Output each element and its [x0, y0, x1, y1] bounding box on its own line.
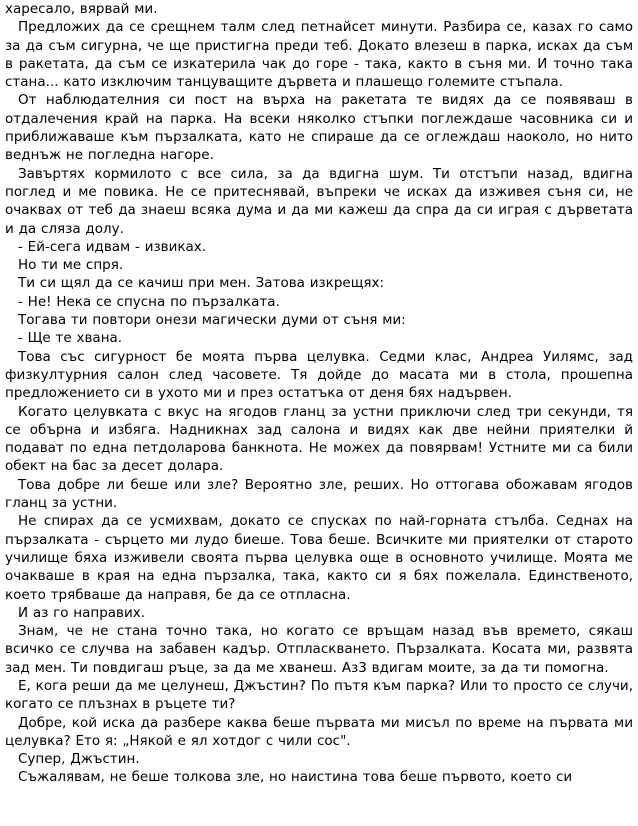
dialogue-line: - Не! Нека се спусна по пързалката.: [18, 293, 280, 310]
dialogue-line: - Ей-сега идвам - извиках.: [18, 238, 207, 255]
paragraph: Съжалявам, не беше толкова зле, но наистина това беше първото, което си: [18, 769, 573, 786]
paragraph: Е, кога реши да ме целунеш, Джъстин? По пътя към парка? Или то просто се случи, когато се плъзнах в ръцете ти?: [5, 677, 633, 713]
paragraph: Супер, Джъстин.: [18, 751, 140, 768]
paragraph: Не спирах да се усмихвам, докато се спусках по най-горната стълба. Седнах на пързалката - сърцето ми лудо биеше. Това беше. Всичките ми приятелки от старото училище бяха изживели своята първа целувка още в основното училище. Моята ме очакваше в края на една пързалка, така, както си я бях пожелала. Единственото, което трябваше да направя, бе да се отпласна.: [5, 513, 633, 603]
paragraph: Това добре ли беше или зле? Вероятно зле, реших. Но оттогава обожавам ягодов гланц за устни.: [5, 476, 633, 512]
paragraph: Знам, че не стана точно така, но когато се връщам назад във времето, сякаш всичко се случва на забавен кадър. Отпласкването. Пързалката. Косата ми, развята зад мен. Ти повдигаш ръце, за да ме хванеш. Аз3 вдигам моите, за да ти помогна.: [5, 623, 633, 676]
paragraph: Това със сигурност бе моята първа целувка. Седми клас, Андреа Уилямс, зад физкултурния салон след часовете. Тя дойде до масата ми в стола, прошепна предложението си в ухото ми и през остатъка от деня бях надървен.: [5, 348, 633, 402]
paragraph: От наблюдателния си пост на върха на ракетата те видях да се появяваш в отдалечения край на парка. На всеки няколко стъпки поглеждаше часовника си и приближаваше към пързалката, като не спираше да се оглеждаш наоколо, но нито веднъж не погледна нагоре.: [5, 92, 633, 164]
paragraph: Но ти ме спря.: [18, 257, 124, 274]
paragraph: харесало, вярвай ми.: [5, 1, 158, 17]
document-page: [5, 0, 633, 787]
dialogue-line: - Ще те хвана.: [18, 330, 123, 347]
paragraph: Предложих да се срещнем талм след петнайсет минути. Разбира се, казах го само за да съм сигурна, че ще пристигна преди теб. Докато влезеш в парка, исках да съм в ракетата, да съм се изкатерила чак до горе - така, както в съня ми. И точно така стана... като изключим танцуващите дървета и плашещо големите стъпала.: [5, 19, 633, 91]
paragraph: Добре, кой иска да разбере каква беше първата ми мисъл по време на първата ми целувка? Ето я: „Някой е ял хотдог с чили сос".: [5, 714, 633, 749]
paragraph: И аз го направих.: [18, 604, 146, 621]
paragraph: Завъртях кормилото с все сила, за да вдигна шум. Ти отстъпи назад, вдигна поглед и ме повика. Не се притеснявай, въпреки че исках да изживея съня си, не очаквах от теб да знаеш всяка дума и да ми кажеш да спра да си играя с дърветата и да сляза долу.: [5, 165, 633, 237]
paragraph: Тогава ти повтори онези магически думи от съня ми:: [18, 312, 406, 329]
paragraph: Ти си щял да се качиш при мен. Затова изкрещях:: [18, 275, 385, 292]
paragraph: Когато целувката с вкус на ягодов гланц за устни приключи след три секунди, тя се обърна и избяга. Надникнах зад салона и видях как две нейни приятелки й подават по една петдоларова банкнота. Не можех да повярвам! Устните ми са били обект на бас за десет долара.: [5, 403, 633, 475]
